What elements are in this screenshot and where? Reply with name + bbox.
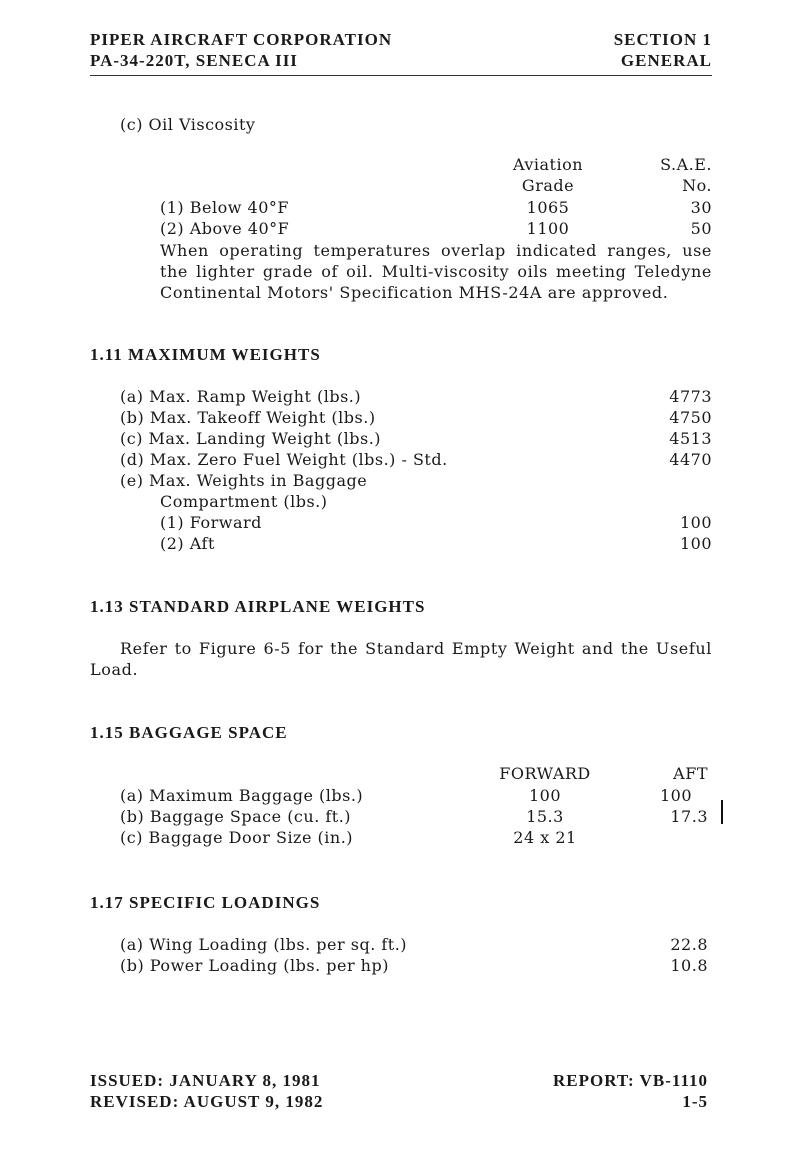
baggage-row-aft: 17.3 (670, 807, 708, 826)
baggage-row-forward: 15.3 (526, 807, 564, 826)
col-sae-line2: No. (682, 176, 712, 195)
aircraft-model: PA-34-220T, SENECA III (90, 51, 298, 70)
col-forward: FORWARD (499, 764, 591, 783)
col-aviation-grade-line1: Aviation (512, 155, 584, 174)
baggage-row-forward: 24 x 21 (513, 828, 577, 847)
header-rule (90, 75, 712, 76)
loading-item-value: 22.8 (670, 935, 708, 954)
col-sae-line1: S.A.E. (660, 155, 712, 174)
oil-viscosity-label: (c) Oil Viscosity (120, 115, 256, 134)
section-number: SECTION 1 (613, 30, 712, 49)
oil-row-label: (2) Above 40°F (160, 219, 290, 238)
weight-item-value: 4513 (669, 429, 712, 448)
standard-weights-text: Refer to Figure 6-5 for the Standard Empty Weight and the Useful Load. (90, 639, 712, 679)
oil-row-sae: 30 (690, 198, 712, 217)
revised-date: REVISED: AUGUST 9, 1982 (90, 1092, 324, 1111)
oil-row-grade: 1100 (526, 219, 570, 238)
baggage-row-label: (b) Baggage Space (cu. ft.) (120, 807, 352, 826)
weight-item-label: (a) Max. Ramp Weight (lbs.) (120, 387, 362, 406)
weight-item-value: 4470 (669, 450, 712, 469)
col-aviation-grade-line2: Grade (521, 176, 575, 195)
oil-row-sae: 50 (690, 219, 712, 238)
loading-item-value: 10.8 (670, 956, 708, 975)
baggage-space-heading: 1.15 BAGGAGE SPACE (90, 723, 288, 742)
report-number: REPORT: VB-1110 (553, 1071, 708, 1090)
baggage-weight-item-value: 100 (679, 513, 712, 532)
baggage-weight-label: (e) Max. Weights in Baggage (120, 471, 368, 490)
oil-viscosity-note: When operating temperatures overlap indicated ranges, use the lighter grade of oil. Multi-viscosity oils meeting Teledyne Continental Motors' Specification MHS-24A are approved. (160, 241, 712, 302)
baggage-weight-item-label: (2) Aft (160, 534, 215, 553)
loading-item-label: (a) Wing Loading (lbs. per sq. ft.) (120, 935, 408, 954)
issued-date: ISSUED: JANUARY 8, 1981 (90, 1071, 321, 1090)
company-name: PIPER AIRCRAFT CORPORATION (90, 30, 393, 49)
weight-item-label: (d) Max. Zero Fuel Weight (lbs.) - Std. (120, 450, 448, 469)
col-aft: AFT (673, 764, 708, 783)
specific-loadings-heading: 1.17 SPECIFIC LOADINGS (90, 893, 321, 912)
revision-change-bar (721, 800, 723, 824)
page-number: 1-5 (682, 1092, 708, 1111)
standard-weights-heading: 1.13 STANDARD AIRPLANE WEIGHTS (90, 597, 426, 616)
baggage-row-aft: 100 (659, 786, 692, 805)
weight-item-value: 4750 (669, 408, 712, 427)
section-name: GENERAL (620, 51, 712, 70)
maximum-weights-heading: 1.11 MAXIMUM WEIGHTS (90, 345, 321, 364)
baggage-weight-label-cont: Compartment (lbs.) (160, 492, 328, 511)
oil-row-grade: 1065 (526, 198, 570, 217)
baggage-row-label: (a) Maximum Baggage (lbs.) (120, 786, 364, 805)
baggage-row-forward: 100 (528, 786, 562, 805)
oil-row-label: (1) Below 40°F (160, 198, 289, 217)
weight-item-label: (c) Max. Landing Weight (lbs.) (120, 429, 382, 448)
baggage-row-label: (c) Baggage Door Size (in.) (120, 828, 354, 847)
baggage-weight-item-label: (1) Forward (160, 513, 262, 532)
loading-item-label: (b) Power Loading (lbs. per hp) (120, 956, 389, 975)
baggage-weight-item-value: 100 (679, 534, 712, 553)
weight-item-value: 4773 (669, 387, 712, 406)
weight-item-label: (b) Max. Takeoff Weight (lbs.) (120, 408, 376, 427)
